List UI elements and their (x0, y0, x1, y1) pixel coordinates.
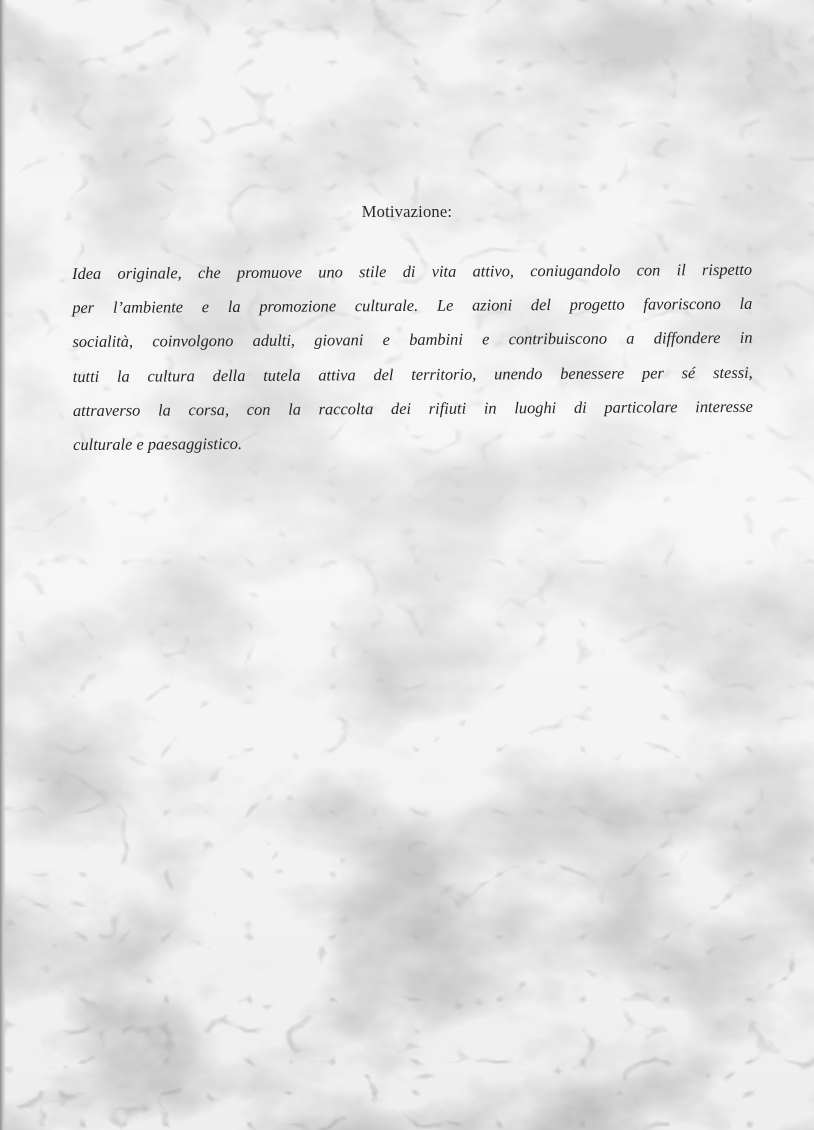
paragraph-line: Idea originale, che promuove uno stile di vita attivo, coniugandolo con il rispetto (72, 259, 753, 283)
paragraph-line: tutti la cultura della tutela attiva del territorio, unendo benessere per sé stessi, (72, 362, 753, 386)
paragraph-line: culturale e paesaggistico. (73, 433, 243, 455)
paragraph-line: attraverso la corsa, con la raccolta dei rifiuti in luoghi di particolare interesse (72, 396, 753, 420)
motivation-paragraph (72, 253, 753, 462)
document-heading: Motivazione: (361, 202, 453, 221)
paragraph-line: per l’ambiente e la promozione culturale. Le azioni del progetto favoriscono la (72, 294, 753, 318)
page-left-edge-shadow (0, 0, 6, 1130)
paragraph-line: socialità, coinvolgono adulti, giovani e bambini e contribuiscono a diffondere in (72, 328, 753, 352)
